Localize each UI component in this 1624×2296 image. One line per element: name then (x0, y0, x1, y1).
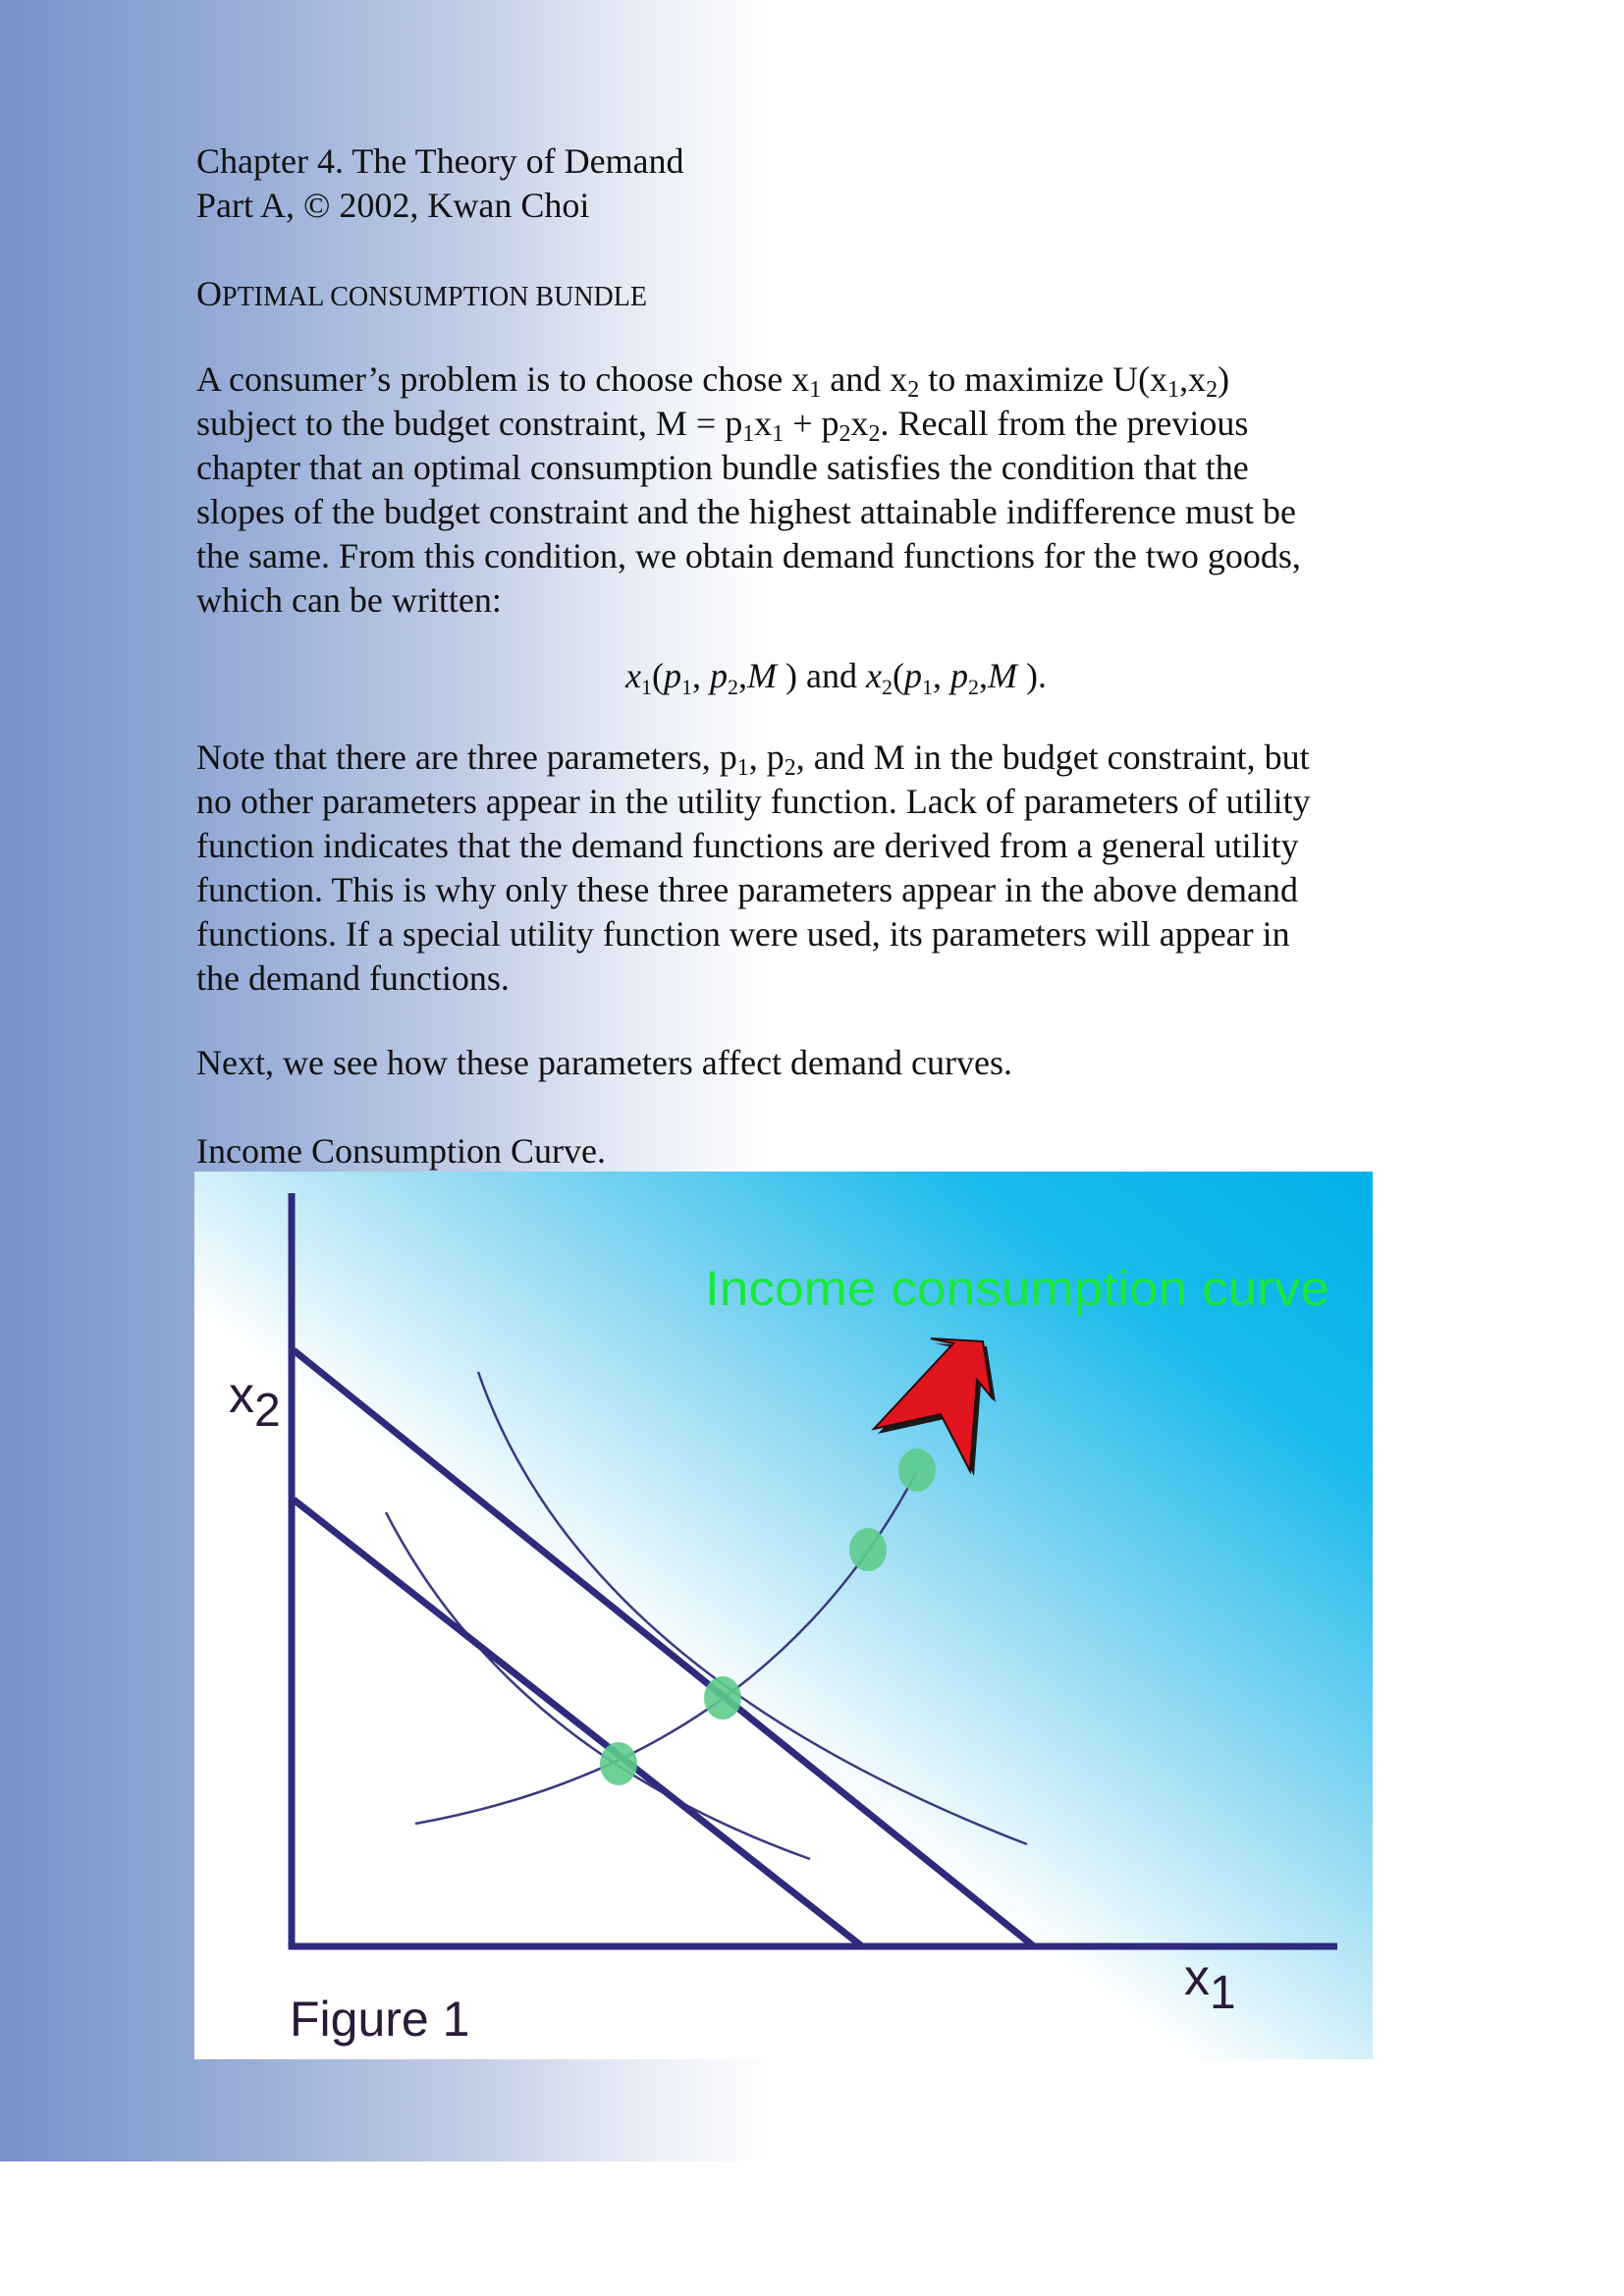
text: and (796, 656, 866, 695)
text: and x (821, 359, 908, 399)
var: p (903, 656, 922, 695)
paragraph1-line: slopes of the budget constraint and the highest attainable indifference must be (196, 492, 1297, 531)
subscript: 1 (1167, 377, 1180, 403)
y-axis-label-var: x (229, 1367, 254, 1424)
subscript: 1 (742, 421, 755, 447)
chart-svg (194, 1172, 1373, 2059)
paragraph3: Next, we see how these parameters affect demand curves. (196, 1043, 1012, 1082)
paragraph1-line: chapter that an optimal consumption bundle satisfies the condition that the (196, 448, 1249, 487)
optimum-point-4 (898, 1449, 936, 1492)
paragraph1-line (196, 402, 1248, 446)
paren: ) (785, 656, 797, 695)
section-heading-rest: CONSUMPTION BUNDLE (323, 282, 647, 312)
subscript: 2 (1206, 377, 1218, 403)
optimum-point-1 (600, 1742, 637, 1785)
comma: , (932, 656, 942, 695)
var: x (625, 656, 641, 695)
text: + p (784, 404, 839, 443)
comma: , (978, 656, 988, 695)
paragraph2-line: function indicates that the demand functions are derived from a general utility (196, 826, 1299, 865)
y-axis-label: x2 (229, 1367, 281, 1437)
subscript: 1 (640, 675, 652, 699)
var: M (746, 656, 777, 695)
paragraph2-line (196, 736, 1310, 780)
subscript: 1 (736, 755, 749, 781)
comma: , (691, 656, 701, 695)
section-heading-word: PTIMAL (222, 282, 324, 312)
paren: ). (1025, 656, 1047, 695)
chapter-title: Chapter 4. The Theory of Demand (196, 141, 684, 181)
paragraph1-line (196, 357, 1229, 402)
paragraph1-line: the same. From this condition, we obtain demand functions for the two goods, (196, 536, 1301, 575)
text: subject to the budget constraint, M = p (196, 404, 743, 443)
comma: , (737, 656, 747, 695)
subscript: 1 (921, 675, 933, 699)
text: ,x (1179, 359, 1207, 399)
text: . Recall from the previous (880, 404, 1249, 443)
text: ) (1218, 359, 1230, 399)
section-heading-initial: O (196, 274, 222, 313)
paragraph1-line: which can be written: (196, 580, 502, 620)
optimum-point-2 (704, 1676, 741, 1720)
var: p (663, 656, 681, 695)
optimum-point-3 (849, 1528, 887, 1571)
figure-income-consumption-curve (194, 1172, 1373, 2059)
subscript: 2 (868, 421, 881, 447)
income-consumption-curve-label: Income consumption curve (705, 1261, 1329, 1316)
text: A consumer’s problem is to choose chose x (196, 359, 810, 399)
var: x (865, 656, 882, 695)
subscript: 2 (839, 421, 851, 447)
demand-functions-formula (625, 654, 1047, 709)
text: Note that there are three parameters, p (196, 738, 737, 777)
subscript: 2 (881, 675, 893, 699)
text: , p (748, 738, 785, 777)
subscript: 1 (772, 421, 785, 447)
subscript: 1 (680, 675, 692, 699)
subscript: 2 (967, 675, 979, 699)
subscript: 2 (727, 675, 738, 699)
paragraph2-line: functions. If a special utility function were used, its parameters will appear in (196, 914, 1290, 954)
text: x (754, 404, 773, 443)
text: , and M in the budget constraint, but (795, 738, 1310, 777)
var: p (709, 656, 728, 695)
paragraph2-line: no other parameters appear in the utility function. Lack of parameters of utility (196, 782, 1311, 821)
text: to maximize U(x (919, 359, 1168, 399)
var: p (949, 656, 968, 695)
paragraph2-line: the demand functions. (196, 958, 510, 998)
section-heading (196, 272, 647, 319)
paren: ( (892, 656, 904, 695)
x-axis-label: x1 (1184, 1949, 1236, 2019)
paragraph2-line: function. This is why only these three parameters appear in the above demand (196, 870, 1298, 909)
figure-section-heading: Income Consumption Curve. (196, 1131, 606, 1171)
author-line: Part A, © 2002, Kwan Choi (196, 186, 590, 225)
paren: ( (651, 656, 664, 695)
figure-number-label: Figure 1 (290, 1992, 470, 2047)
text: x (850, 404, 869, 443)
subscript: 2 (784, 755, 796, 781)
subscript: 2 (907, 377, 920, 403)
var: M (987, 656, 1017, 695)
subscript: 1 (809, 377, 822, 403)
